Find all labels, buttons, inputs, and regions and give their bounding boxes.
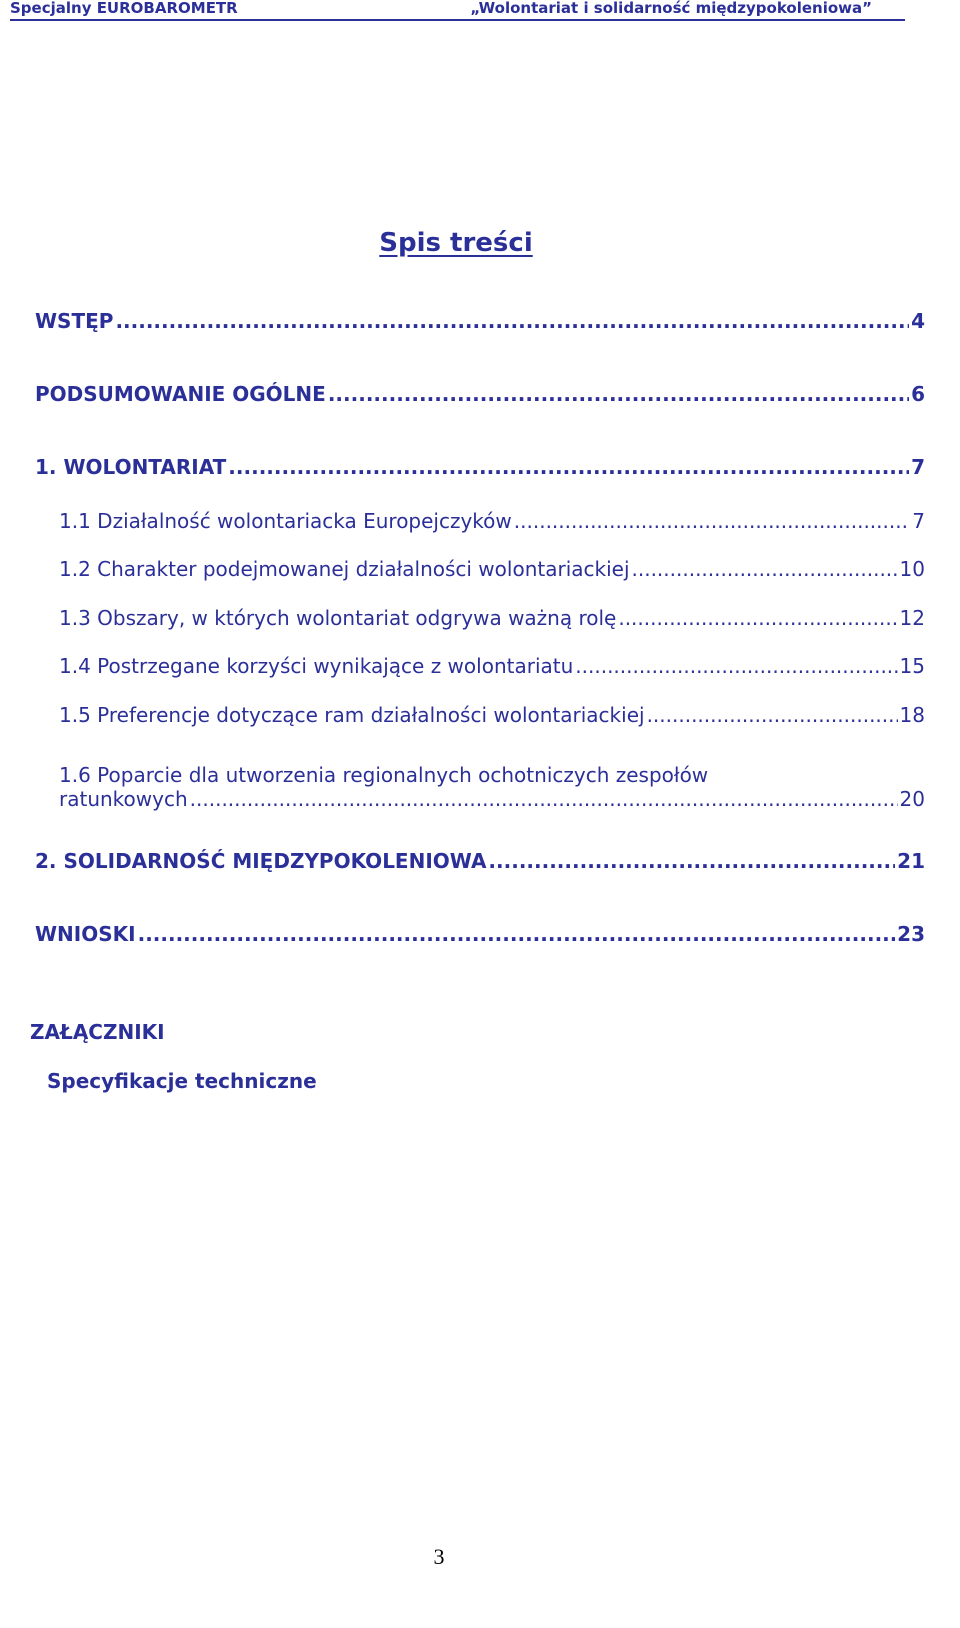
toc-entry-label: 1.4 Postrzegane korzyści wynikające z wolontariatu (59, 654, 574, 678)
toc-entry-1-1[interactable] (59, 509, 925, 533)
toc-entry-label: 1.3 Obszary, w których wolontariat odgrywa ważną rolę (59, 606, 617, 630)
toc-entry-wstep[interactable] (35, 309, 925, 333)
toc-dot-leader (138, 922, 896, 946)
toc-page-number: 6 (911, 382, 925, 406)
toc-entry-1-5[interactable] (59, 703, 925, 727)
running-header (10, 0, 905, 21)
toc-page-number: 21 (897, 849, 925, 873)
toc-entry-label: 1.2 Charakter podejmowanej działalności wolontariackiej (59, 557, 630, 581)
toc-entry-1-6[interactable] (59, 763, 925, 811)
annex-item-specifications[interactable]: Specyfikacje techniczne (47, 1069, 317, 1093)
toc-entry-1-2[interactable] (59, 557, 925, 581)
toc-entry-1-4[interactable] (59, 654, 925, 678)
page-number: 3 (433, 1544, 445, 1569)
annexes-heading: ZAŁĄCZNIKI (30, 1020, 165, 1044)
toc-dot-leader (228, 455, 909, 479)
toc-page-number: 15 (899, 654, 925, 678)
header-series: Specjalny EUROBAROMETR (10, 0, 238, 17)
toc-page-number: 7 (911, 455, 925, 479)
toc-dot-leader (514, 509, 910, 533)
toc-heading: Spis treści (379, 228, 533, 258)
header-report-title: „Wolontariat i solidarność międzypokoleniowa” (470, 0, 872, 17)
toc-dot-leader (190, 787, 898, 811)
toc-entry-label: 1.6 Poparcie dla utworzenia regionalnych ochotniczych zespołów (59, 763, 709, 787)
toc-page-number: 12 (899, 606, 925, 630)
toc-dot-leader (632, 557, 898, 581)
toc-entry-label: 1.5 Preferencje dotyczące ram działalności wolontariackiej (59, 703, 645, 727)
toc-page-number: 18 (899, 703, 925, 727)
toc-dot-leader (488, 849, 895, 873)
toc-entry-solidarnosc[interactable] (35, 849, 925, 873)
toc-entry-label: 1. WOLONTARIAT (35, 455, 227, 479)
toc-dot-leader (618, 606, 897, 630)
toc-dot-leader (115, 309, 909, 333)
toc-page-number: 7 (912, 509, 925, 533)
toc-entry-label: WSTĘP (35, 309, 114, 333)
toc-page-number: 10 (899, 557, 925, 581)
toc-dot-leader (328, 382, 909, 406)
toc-dot-leader (575, 654, 897, 678)
toc-page-number: 20 (899, 787, 925, 811)
toc-entry-wolontariat[interactable] (35, 455, 925, 479)
toc-page-number: 4 (911, 309, 925, 333)
toc-page-number: 23 (897, 922, 925, 946)
toc-entry-label-continued: ratunkowych (59, 787, 188, 811)
toc-entry-podsumowanie[interactable] (35, 382, 925, 406)
toc-entry-wnioski[interactable] (35, 922, 925, 946)
toc-entry-label: 1.1 Działalność wolontariacka Europejczyków (59, 509, 512, 533)
toc-dot-leader (647, 703, 898, 727)
toc-entry-label: 2. SOLIDARNOŚĆ MIĘDZYPOKOLENIOWA (35, 849, 487, 873)
toc-entry-label: PODSUMOWANIE OGÓLNE (35, 382, 326, 406)
toc-entry-1-3[interactable] (59, 606, 925, 630)
toc-entry-label: WNIOSKI (35, 922, 136, 946)
